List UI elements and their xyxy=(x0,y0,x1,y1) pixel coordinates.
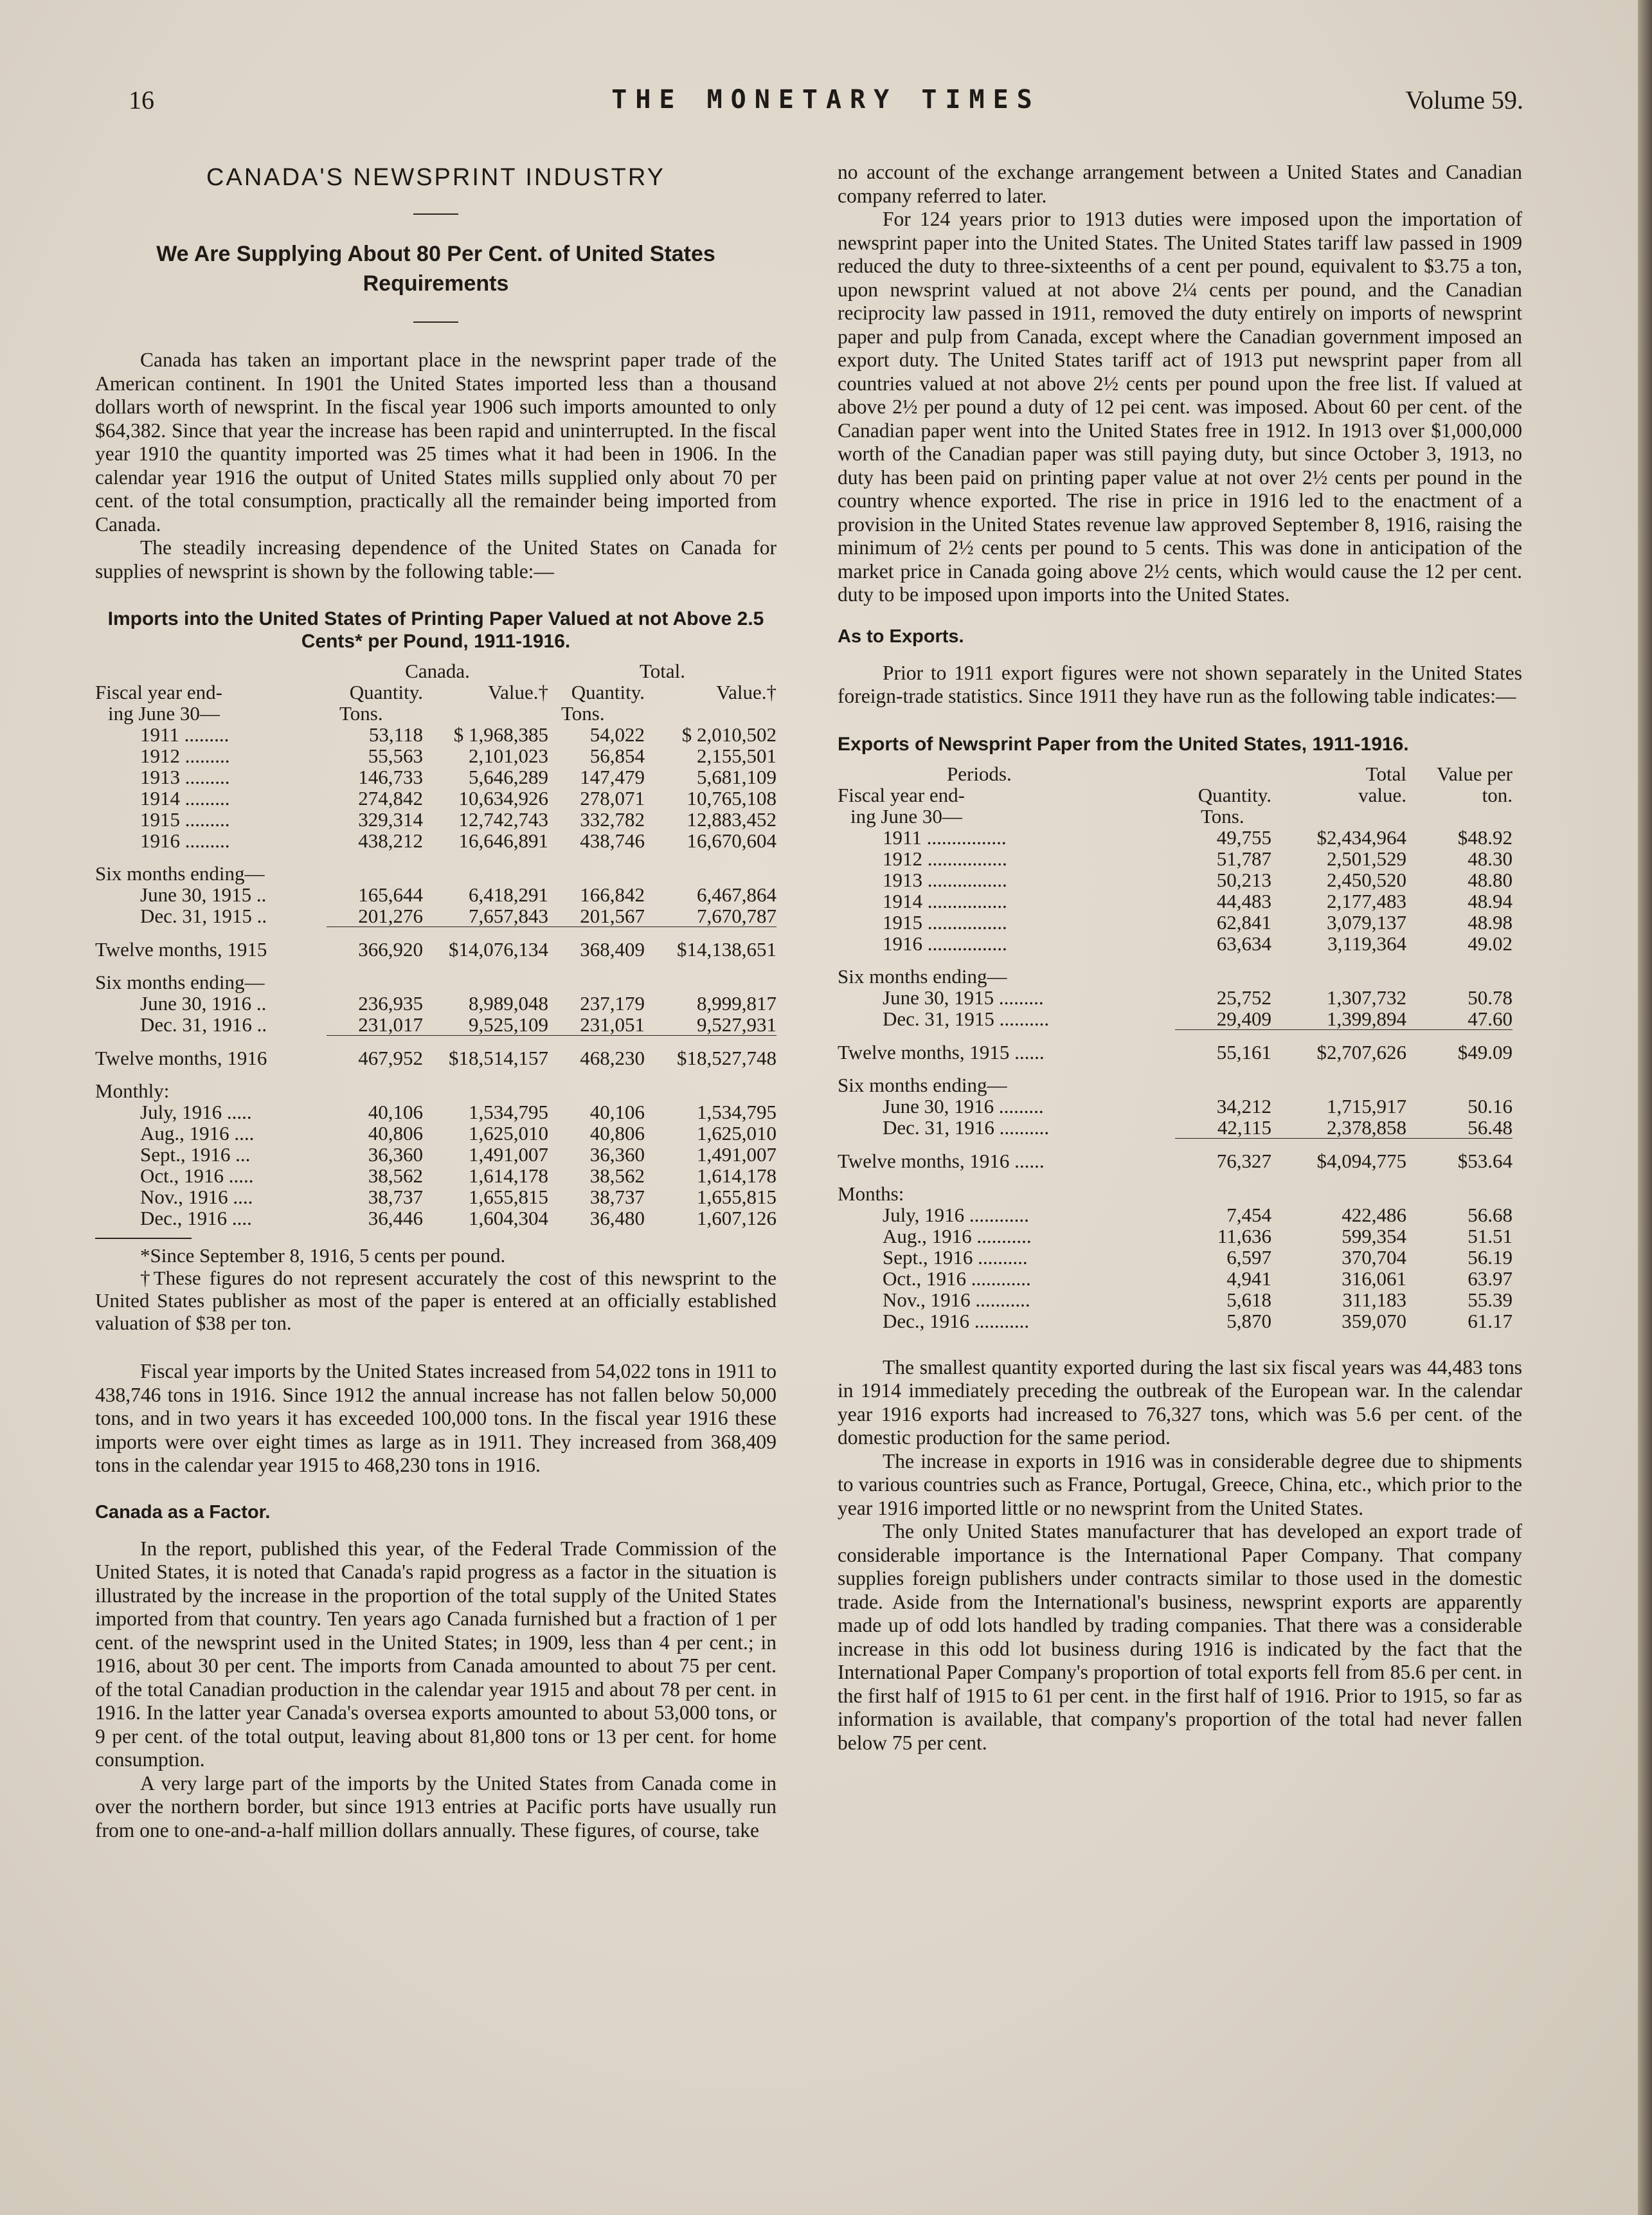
canada-factor-paragraph-2: A very large part of the imports by the United States from Canada come in over the northern border, but since 1913 entries at Pacific ports have usually run from one to one-and-a-half million dollars annually. These figures, of course, take xyxy=(95,1771,777,1841)
table-cell: 10,634,926 xyxy=(458,787,548,809)
table-cell: 1911 ................ xyxy=(883,826,1007,849)
exports-table xyxy=(838,763,1513,1332)
table-cell: June 30, 1915 .. xyxy=(140,883,267,906)
table-cell: 1,625,010 xyxy=(697,1122,777,1144)
table-cell: 2,378,858 xyxy=(1327,1116,1406,1139)
table-cell: 9,527,931 xyxy=(697,1013,777,1036)
table-row xyxy=(838,1096,1513,1117)
table-cell: July, 1916 ..... xyxy=(140,1101,252,1123)
table-cell: 1913 ......... xyxy=(140,766,230,788)
table-cell: 1,625,010 xyxy=(469,1122,548,1144)
table-cell: 2,177,483 xyxy=(1327,889,1406,912)
table-cell: 422,486 xyxy=(1342,1203,1406,1226)
table-cell: 29,409 xyxy=(1216,1007,1271,1030)
publication-title: THE MONETARY TIMES xyxy=(611,85,1041,114)
table-cell: 50.16 xyxy=(1468,1094,1513,1117)
table-cell: 201,276 xyxy=(358,905,423,927)
table-cell: Dec. 31, 1916 .......... xyxy=(883,1116,1050,1139)
table-cell: 468,230 xyxy=(580,1047,645,1069)
total-group-header: Total. xyxy=(639,660,685,682)
table-cell: 44,483 xyxy=(1216,889,1271,912)
table-cell: 12,883,452 xyxy=(687,808,777,831)
table-cell: Sept., 1916 .......... xyxy=(883,1245,1028,1269)
table-row xyxy=(95,1014,777,1035)
table-cell: 1,604,304 xyxy=(469,1207,548,1229)
table-cell: 6,418,291 xyxy=(469,883,548,906)
column-header: Quantity. xyxy=(1198,783,1271,806)
table-cell: $ 2,010,502 xyxy=(681,723,777,746)
page-binding-edge xyxy=(1638,0,1652,2215)
title-rule xyxy=(413,213,458,215)
table-cell: 5,681,109 xyxy=(697,766,777,788)
table-cell: 236,935 xyxy=(358,992,423,1015)
table-cell: 3,079,137 xyxy=(1327,910,1406,934)
table-cell: 366,920 xyxy=(358,938,423,961)
column-header: Periods. xyxy=(947,762,1012,785)
column-header: Value.† xyxy=(488,681,548,703)
column-header: Quantity. xyxy=(571,681,645,703)
table-cell: 599,354 xyxy=(1342,1224,1406,1247)
table-cell: 49.02 xyxy=(1468,932,1513,955)
intro-paragraph-2: The steadily increasing dependence of the United States on Canada for supplies of newsprint is shown by the following table:— xyxy=(95,536,777,583)
table-cell: 8,999,817 xyxy=(697,992,777,1015)
table-cell: Nov., 1916 .... xyxy=(140,1186,253,1208)
table-cell: 1912 ................ xyxy=(883,847,1007,870)
column-header: Value per xyxy=(1437,762,1513,785)
table-row xyxy=(95,905,777,927)
table-cell: $2,434,964 xyxy=(1316,826,1406,849)
exports-header-row xyxy=(838,763,1513,784)
table-cell: $4,094,775 xyxy=(1316,1149,1406,1172)
table-cell: 48.98 xyxy=(1468,910,1513,934)
table-row xyxy=(838,1310,1513,1332)
intro-paragraph-1: Canada has taken an important place in the newsprint paper trade of the American continent. In 1901 the United States imported less than a thousand dollars worth of newsprint. In the fiscal year 1906 such imports amounted to only $64,382. Since that year the increase has been rapid and uninterrupted. In the fiscal year 1910 the quantity imported was 25 times what it had been in 1906. In the calendar year 1916 the output of United States mills supplied only about 70 per cent. of the total consumption, practically all the remainder being imported from Canada. xyxy=(95,348,777,536)
table-cell: 1914 ......... xyxy=(140,787,230,809)
table-cell: Aug., 1916 .... xyxy=(140,1122,255,1144)
table-cell: 16,646,891 xyxy=(458,829,548,852)
table-cell: 36,360 xyxy=(589,1143,645,1166)
table-cell: $18,527,748 xyxy=(677,1047,777,1069)
table-cell: 38,737 xyxy=(368,1186,423,1208)
table-cell: 1,534,795 xyxy=(469,1101,548,1123)
closing-paragraph-2: The increase in exports in 1916 was in considerable degree due to shipments to various countries such as France, Portugal, Greece, China, etc., which prior to the year 1916 imported little or no newsprint from the United States. xyxy=(838,1449,1522,1519)
table-row xyxy=(838,869,1513,891)
table-cell: 2,155,501 xyxy=(697,745,777,767)
exports-header-row-3 xyxy=(838,806,1513,827)
table-cell: June 30, 1916 .. xyxy=(140,992,267,1015)
table-cell: 42,115 xyxy=(1217,1116,1271,1139)
table-cell: Nov., 1916 ........... xyxy=(883,1288,1030,1311)
table-cell: 438,746 xyxy=(580,829,645,852)
imports-table-title: Imports into the United States of Printing Paper Valued at not Above 2.5 Cents* per Pound, 1911-1916. xyxy=(107,608,764,652)
table-cell: 1,491,007 xyxy=(469,1143,548,1166)
table-cell: 8,989,048 xyxy=(469,992,548,1015)
table-cell: Dec., 1916 ........... xyxy=(883,1309,1030,1332)
column-header: Value.† xyxy=(716,681,777,703)
column-header: value. xyxy=(1358,783,1406,806)
table-cell: Twelve months, 1915 xyxy=(95,938,267,961)
table-row xyxy=(838,933,1513,954)
imports-header-row-2 xyxy=(95,703,777,724)
table-cell: 40,806 xyxy=(368,1122,423,1144)
table-cell: 6,467,864 xyxy=(697,883,777,906)
table-cell: 51.51 xyxy=(1468,1224,1513,1247)
table-row xyxy=(838,848,1513,869)
table-row xyxy=(95,766,777,788)
table-cell: Dec. 31, 1915 .......... xyxy=(883,1007,1050,1030)
table-cell: 438,212 xyxy=(358,829,423,852)
table-row xyxy=(95,993,777,1014)
six-months-label: Six months ending— xyxy=(95,971,265,993)
table-row xyxy=(95,1144,777,1165)
canada-group-header: Canada. xyxy=(405,660,470,682)
table-cell: 63.97 xyxy=(1468,1267,1513,1290)
table-row xyxy=(95,1186,777,1207)
table-row xyxy=(838,1247,1513,1268)
table-row xyxy=(95,809,777,830)
table-cell: 370,704 xyxy=(1342,1245,1406,1269)
table-row xyxy=(95,745,777,766)
table-cell: 316,061 xyxy=(1342,1267,1406,1290)
closing-paragraph-3: The only United States manufacturer that has developed an export trade of considerable importance is the International Paper Company. That company supplies foreign publishers under contracts similar to those used in the domestic trade. Aside from the International's business, newsprint exports are apparently made up of odd lots handled by trading companies. That there was a considerable increase in this odd lot business during 1916 is indicated by the fact that the International Paper Company's proportion of total exports fell from 85.6 per cent. in the first half of 1915 to 61 per cent. in the first half of 1916. Prior to 1915, so far as information is available, that company's proportion of the total had never fallen below 75 per cent. xyxy=(838,1520,1522,1754)
table-cell: 329,314 xyxy=(358,808,423,831)
column-header: Tons. xyxy=(1201,804,1244,827)
table-row xyxy=(95,788,777,809)
table-cell: 3,119,364 xyxy=(1327,932,1406,955)
table-cell: 34,212 xyxy=(1216,1094,1271,1117)
table-cell: 1,307,732 xyxy=(1327,986,1406,1009)
table-cell: 56.68 xyxy=(1468,1203,1513,1226)
six-months-label: Six months ending— xyxy=(838,1073,1007,1096)
months-label: Months: xyxy=(838,1182,904,1205)
table-cell: $14,076,134 xyxy=(449,938,548,961)
table-cell: Twelve months, 1915 ...... xyxy=(838,1040,1045,1063)
table-cell: 50,213 xyxy=(1216,868,1271,891)
table-cell: $48.92 xyxy=(1457,826,1513,849)
table-row xyxy=(838,891,1513,912)
table-cell: 1,399,894 xyxy=(1327,1007,1406,1030)
table-cell: 36,480 xyxy=(589,1207,645,1229)
table-cell: 311,183 xyxy=(1342,1288,1406,1311)
column-header: Fiscal year end- xyxy=(95,681,222,703)
table-cell: 40,806 xyxy=(589,1122,645,1144)
column-header: Fiscal year end- xyxy=(838,783,965,806)
footnote-rule xyxy=(95,1238,192,1239)
table-cell: 50.78 xyxy=(1468,986,1513,1009)
table-cell: June 30, 1915 ......... xyxy=(883,986,1044,1009)
table-cell: 51,787 xyxy=(1216,847,1271,870)
table-cell: $49.09 xyxy=(1457,1040,1513,1063)
table-cell: 5,646,289 xyxy=(469,766,548,788)
column-header: Tons. xyxy=(561,702,605,725)
table-cell: 237,179 xyxy=(580,992,645,1015)
table-cell: 1916 ................ xyxy=(883,932,1007,955)
table-cell: 49,755 xyxy=(1216,826,1271,849)
table-cell: 146,733 xyxy=(358,766,423,788)
table-cell: 40,106 xyxy=(368,1101,423,1123)
table-row xyxy=(95,884,777,905)
table-cell: 63,634 xyxy=(1216,932,1271,955)
table-row xyxy=(838,1008,1513,1029)
table-cell: Dec. 31, 1916 .. xyxy=(140,1013,267,1036)
table-row xyxy=(95,830,777,851)
table-cell: 56.48 xyxy=(1468,1116,1513,1139)
table-cell: 25,752 xyxy=(1216,986,1271,1009)
table-row xyxy=(95,939,777,960)
footnote-2: †These figures do not represent accurately the cost of this newsprint to the United States publisher as most of the paper is entered at an officially established valuation of $38 per ton. xyxy=(95,1267,777,1334)
article-title: CANADA'S NEWSPRINT INDUSTRY xyxy=(206,164,665,191)
table-cell: 53,118 xyxy=(368,723,423,746)
table-cell: 56.19 xyxy=(1468,1245,1513,1269)
table-cell: Twelve months, 1916 xyxy=(95,1047,267,1069)
table-cell: 1,607,126 xyxy=(697,1207,777,1229)
table-cell: 368,409 xyxy=(580,938,645,961)
table-cell: 467,952 xyxy=(358,1047,423,1069)
table-cell: 62,841 xyxy=(1216,910,1271,934)
table-row xyxy=(838,1117,1513,1138)
table-cell: 1,614,178 xyxy=(697,1164,777,1187)
table-cell: 1915 ................ xyxy=(883,910,1007,934)
table-cell: Twelve months, 1916 ...... xyxy=(838,1149,1045,1172)
table-row xyxy=(95,724,777,745)
table-cell: 2,101,023 xyxy=(469,745,548,767)
table-cell: 278,071 xyxy=(580,787,645,809)
page-number: 16 xyxy=(129,86,154,114)
exports-intro: Prior to 1911 export figures were not shown separately in the United States foreign-trade statistics. Since 1911 they have run as the following table indicates:— xyxy=(838,661,1522,707)
table-cell: 10,765,108 xyxy=(687,787,777,809)
table-cell: 55,563 xyxy=(368,745,423,767)
table-cell: 47.60 xyxy=(1468,1007,1513,1030)
table-cell: 166,842 xyxy=(580,883,645,906)
left-column xyxy=(95,161,777,1842)
column-header: Tons. xyxy=(339,702,383,725)
table-cell: Dec., 1916 .... xyxy=(140,1207,252,1229)
table-row xyxy=(95,1047,777,1069)
table-cell: 16,670,604 xyxy=(687,829,777,852)
imports-header-row xyxy=(95,682,777,703)
table-cell: $53.64 xyxy=(1457,1149,1513,1172)
table-cell: 1912 ......... xyxy=(140,745,230,767)
table-cell: $ 1,968,385 xyxy=(453,723,548,746)
exports-table-title: Exports of Newsprint Paper from the United States, 1911-1916. xyxy=(838,733,1409,755)
table-cell: June 30, 1916 ......... xyxy=(883,1094,1044,1117)
table-cell: 1,534,795 xyxy=(697,1101,777,1123)
table-cell: 332,782 xyxy=(580,808,645,831)
table-cell: $14,138,651 xyxy=(677,938,777,961)
table-cell: 201,567 xyxy=(580,905,645,927)
table-row xyxy=(95,1123,777,1144)
page-header xyxy=(96,85,1556,117)
table-row xyxy=(838,987,1513,1008)
table-cell: 1914 ................ xyxy=(883,889,1007,912)
table-cell: Oct., 1916 ..... xyxy=(140,1164,254,1187)
column-header: Total xyxy=(1365,762,1406,785)
subtitle-rule xyxy=(413,321,458,323)
table-cell: 7,670,787 xyxy=(697,905,777,927)
canada-factor-paragraph-1: In the report, published this year, of the Federal Trade Commission of the United States, it is noted that Canada's rapid progress as a factor in the situation is illustrated by the increase in the proportion of the total supply of the United States imported from that country. Ten years ago Canada furnished but a fraction of 1 per cent. of the newsprint used in the United States; in 1909, less than 4 per cent.; in 1916, about 30 per cent. The imports from Canada amounted to about 75 per cent. of the total Canadian production in the calendar year 1915 and about 78 per cent. in 1916. In the latter year Canada's oversea exports amounted to about 53,000 tons, or 9 per cent. of the total output, leaving about 81,800 tons or 13 per cent. for home consumption. xyxy=(95,1537,777,1771)
right-paragraph-2: For 124 years prior to 1913 duties were imposed upon the importation of newsprint paper into the United States. The United States tariff law passed in 1909 reduced the duty to three-sixteenths of a cent per pound, equivalent to $3.75 a ton, upon newsprint valued at not above 2¼ cents per pound, and the Canadian reciprocity law passed in 1911, removed the duty entirely on imports of newsprint paper and pulp from Canada, except where the Canadian government imposed an export duty. The United States tariff act of 1913 put newsprint paper from all countries valued at not above 2½ cents per pound upon the free list. If valued at above 2½ per pound a duty of 12 pei cent. was imposed. About 60 per cent. of the Canadian paper went into the United States free in 1912. In 1913 over $1,000,000 worth of the Canadian paper was still paying duty, but since October 3, 1913, no duty has been paid on printing paper value at not over 2½ cents per pound in the country whence exported. The rise in price in 1916 led to the enactment of a provision in the United States revenue law approved September 8, 1916, raising the minimum of 2½ cents per pound to 5 cents. This was done in anticipation of the market price in Canada going above 2½ cents, which would cause the 12 per cent. duty to be imposed upon imports into the United States. xyxy=(838,208,1522,606)
table-row xyxy=(95,1165,777,1186)
table-row xyxy=(838,1289,1513,1310)
table-row xyxy=(838,1150,1513,1171)
table-cell: 1,655,815 xyxy=(697,1186,777,1208)
table-cell: 6,597 xyxy=(1226,1245,1271,1269)
table-cell: $2,707,626 xyxy=(1316,1040,1406,1063)
right-paragraph-1: no account of the exchange arrangement between a United States and Canadian company referred to later. xyxy=(838,161,1522,207)
imports-group-header-row xyxy=(95,660,777,682)
exports-header-row-2 xyxy=(838,784,1513,806)
six-months-label: Six months ending— xyxy=(95,862,265,885)
after-table-paragraph: Fiscal year imports by the United States increased from 54,022 tons in 1911 to 438,746 tons in 1916. Since 1912 the annual increase has not fallen below 50,000 tons, and in two years it has exceeded 100,000 tons. In the fiscal year 1916 these imports were over eight times as large as in 1911. They increased from 368,409 tons in the calendar year 1915 to 468,230 tons in 1916. xyxy=(95,1360,777,1476)
table-cell: 1,614,178 xyxy=(469,1164,548,1187)
table-cell: July, 1916 ............ xyxy=(883,1203,1029,1226)
table-cell: 1915 ......... xyxy=(140,808,230,831)
table-cell: 5,618 xyxy=(1226,1288,1271,1311)
table-cell: Oct., 1916 ............ xyxy=(883,1267,1031,1290)
canada-factor-heading: Canada as a Factor. xyxy=(95,1501,271,1523)
imports-footnotes xyxy=(95,1244,777,1334)
right-column xyxy=(838,161,1522,1755)
column-header: ing June 30— xyxy=(850,804,962,827)
table-cell: 165,644 xyxy=(358,883,423,906)
imports-table xyxy=(95,660,777,1229)
table-cell: Sept., 1916 ... xyxy=(140,1143,251,1166)
table-cell: 1,491,007 xyxy=(697,1143,777,1166)
table-cell: 1911 ......... xyxy=(140,723,229,746)
table-cell: $18,514,157 xyxy=(449,1047,548,1069)
table-cell: 4,941 xyxy=(1226,1267,1271,1290)
table-cell: 48.30 xyxy=(1468,847,1513,870)
table-cell: 38,737 xyxy=(589,1186,645,1208)
table-cell: 274,842 xyxy=(358,787,423,809)
footnote-1: *Since September 8, 1916, 5 cents per pound. xyxy=(140,1244,506,1267)
table-row xyxy=(838,1204,1513,1225)
table-cell: 48.94 xyxy=(1468,889,1513,912)
table-cell: 12,742,743 xyxy=(458,808,548,831)
six-months-label: Six months ending— xyxy=(838,964,1007,988)
table-cell: 1,715,917 xyxy=(1327,1094,1406,1117)
table-cell: 56,854 xyxy=(589,745,645,767)
table-cell: 48.80 xyxy=(1468,868,1513,891)
table-row xyxy=(838,912,1513,933)
table-cell: 40,106 xyxy=(589,1101,645,1123)
table-cell: 76,327 xyxy=(1216,1149,1271,1172)
table-cell: 2,501,529 xyxy=(1327,847,1406,870)
table-row xyxy=(95,1207,777,1229)
table-cell: 38,562 xyxy=(589,1164,645,1187)
table-cell: 147,479 xyxy=(580,766,645,788)
column-header: ing June 30— xyxy=(108,702,220,725)
monthly-label: Monthly: xyxy=(95,1080,170,1102)
table-cell: 7,657,843 xyxy=(469,905,548,927)
table-cell: 231,017 xyxy=(358,1013,423,1036)
table-cell: 38,562 xyxy=(368,1164,423,1187)
exports-heading: As to Exports. xyxy=(838,626,964,647)
table-row xyxy=(838,1268,1513,1289)
table-cell: 9,525,109 xyxy=(469,1013,548,1036)
table-cell: 11,636 xyxy=(1217,1224,1271,1247)
table-row xyxy=(838,1042,1513,1063)
table-cell: 1916 ......... xyxy=(140,829,230,852)
table-cell: 231,051 xyxy=(580,1013,645,1036)
table-cell: Dec. 31, 1915 .. xyxy=(140,905,267,927)
table-cell: 54,022 xyxy=(589,723,645,746)
table-row xyxy=(838,1225,1513,1247)
table-cell: 36,446 xyxy=(368,1207,423,1229)
table-cell: 55.39 xyxy=(1468,1288,1513,1311)
table-cell: 5,870 xyxy=(1226,1309,1271,1332)
closing-paragraph-1: The smallest quantity exported during the last six fiscal years was 44,483 tons in 1914 immediately preceding the outbreak of the European war. In the calendar year 1916 exports had increased to 76,327 tons, which was 5.6 per cent. of the domestic production for the same period. xyxy=(838,1355,1522,1449)
table-cell: 61.17 xyxy=(1468,1309,1513,1332)
table-row xyxy=(95,1101,777,1123)
volume-label: Volume 59. xyxy=(1405,86,1523,114)
table-cell: 1,655,815 xyxy=(469,1186,548,1208)
column-header: Quantity. xyxy=(349,681,423,703)
table-cell: 1913 ................ xyxy=(883,868,1007,891)
table-cell: 2,450,520 xyxy=(1327,868,1406,891)
table-cell: 359,070 xyxy=(1342,1309,1406,1332)
table-cell: 7,454 xyxy=(1226,1203,1271,1226)
column-header: ton. xyxy=(1482,783,1513,806)
table-cell: 55,161 xyxy=(1216,1040,1271,1063)
table-cell: Aug., 1916 ........... xyxy=(883,1224,1032,1247)
article-subtitle: We Are Supplying About 80 Per Cent. of United States Requirements xyxy=(156,242,715,296)
table-row xyxy=(838,827,1513,848)
table-cell: 36,360 xyxy=(368,1143,423,1166)
